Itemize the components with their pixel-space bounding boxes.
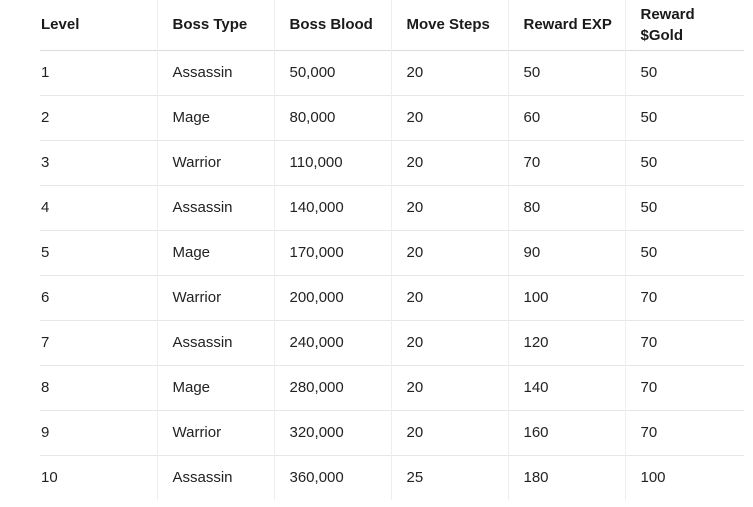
table-row bbox=[40, 50, 744, 95]
cell-move-steps: 20 bbox=[391, 275, 508, 320]
table-row bbox=[40, 140, 744, 185]
table-header bbox=[40, 0, 744, 50]
cell-boss-type: Warrior bbox=[157, 275, 274, 320]
cell-level: 7 bbox=[41, 334, 50, 351]
cell-reward-exp: 120 bbox=[508, 320, 625, 365]
cell-reward-gold: 50 bbox=[625, 95, 744, 140]
header-reward-gold-line2: $Gold bbox=[640, 26, 684, 44]
cell-level: 3 bbox=[41, 154, 50, 171]
cell-reward-exp: 70 bbox=[508, 140, 625, 185]
header-reward-exp: Reward EXP bbox=[508, 0, 625, 50]
header-boss-type: Boss Type bbox=[157, 0, 274, 50]
cell-level: 10 bbox=[41, 469, 58, 487]
cell-reward-gold: 50 bbox=[625, 140, 744, 185]
cell-boss-type: Mage bbox=[157, 230, 274, 275]
cell-reward-exp: 90 bbox=[508, 230, 625, 275]
table-row bbox=[40, 320, 744, 365]
cell-level: 6 bbox=[41, 289, 50, 306]
cell-boss-type: Warrior bbox=[157, 410, 274, 455]
cell-boss-blood: 170,000 bbox=[274, 230, 391, 275]
cell-move-steps: 25 bbox=[391, 455, 508, 500]
cell-boss-type: Mage bbox=[157, 365, 274, 410]
cell-boss-blood: 80,000 bbox=[274, 95, 391, 140]
cell-reward-exp: 60 bbox=[508, 95, 625, 140]
cell-level: 8 bbox=[41, 379, 50, 396]
cell-level: 2 bbox=[41, 109, 50, 126]
table-row bbox=[40, 185, 744, 230]
cell-reward-gold: 70 bbox=[625, 365, 744, 410]
header-row bbox=[40, 0, 744, 50]
cell-boss-type: Assassin bbox=[157, 50, 274, 95]
header-level: Level bbox=[41, 16, 80, 34]
cell-reward-gold: 70 bbox=[625, 275, 744, 320]
cell-boss-type: Assassin bbox=[157, 320, 274, 365]
cell-reward-gold: 50 bbox=[625, 50, 744, 95]
cell-move-steps: 20 bbox=[391, 365, 508, 410]
cell-level: 5 bbox=[41, 244, 50, 261]
header-move-steps: Move Steps bbox=[391, 0, 508, 50]
cell-move-steps: 20 bbox=[391, 95, 508, 140]
cell-move-steps: 20 bbox=[391, 230, 508, 275]
cell-reward-exp: 180 bbox=[508, 455, 625, 500]
cell-reward-exp: 50 bbox=[508, 50, 625, 95]
table-row bbox=[40, 275, 744, 320]
table-row bbox=[40, 365, 744, 410]
cell-boss-blood: 360,000 bbox=[274, 455, 391, 500]
cell-move-steps: 20 bbox=[391, 50, 508, 95]
cell-move-steps: 20 bbox=[391, 140, 508, 185]
cell-boss-type: Warrior bbox=[157, 140, 274, 185]
table-row bbox=[40, 410, 744, 455]
header-reward-gold bbox=[625, 0, 744, 50]
table-row bbox=[40, 455, 744, 500]
cell-reward-exp: 80 bbox=[508, 185, 625, 230]
cell-boss-blood: 240,000 bbox=[274, 320, 391, 365]
cell-boss-type: Mage bbox=[157, 95, 274, 140]
cell-reward-exp: 140 bbox=[508, 365, 625, 410]
cell-boss-type: Assassin bbox=[157, 185, 274, 230]
cell-boss-blood: 50,000 bbox=[274, 50, 391, 95]
cell-reward-gold: 50 bbox=[625, 230, 744, 275]
cell-level: 9 bbox=[41, 424, 50, 441]
boss-level-table-container bbox=[40, 0, 744, 500]
cell-reward-exp: 160 bbox=[508, 410, 625, 455]
table-row bbox=[40, 230, 744, 275]
cell-move-steps: 20 bbox=[391, 320, 508, 365]
cell-reward-gold: 100 bbox=[625, 455, 744, 500]
cell-boss-blood: 110,000 bbox=[274, 140, 391, 185]
cell-boss-blood: 140,000 bbox=[274, 185, 391, 230]
table-row bbox=[40, 95, 744, 140]
cell-reward-gold: 70 bbox=[625, 320, 744, 365]
cell-level: 4 bbox=[41, 199, 50, 216]
cell-reward-gold: 50 bbox=[625, 185, 744, 230]
cell-move-steps: 20 bbox=[391, 185, 508, 230]
cell-reward-gold: 70 bbox=[625, 410, 744, 455]
boss-level-table bbox=[40, 0, 744, 500]
table-body bbox=[40, 50, 744, 500]
cell-boss-blood: 320,000 bbox=[274, 410, 391, 455]
cell-boss-type: Assassin bbox=[157, 455, 274, 500]
cell-boss-blood: 200,000 bbox=[274, 275, 391, 320]
header-reward-gold-line1: Reward bbox=[640, 5, 695, 23]
cell-move-steps: 20 bbox=[391, 410, 508, 455]
header-boss-blood: Boss Blood bbox=[274, 0, 391, 50]
cell-boss-blood: 280,000 bbox=[274, 365, 391, 410]
cell-level: 1 bbox=[41, 64, 50, 81]
cell-reward-exp: 100 bbox=[508, 275, 625, 320]
